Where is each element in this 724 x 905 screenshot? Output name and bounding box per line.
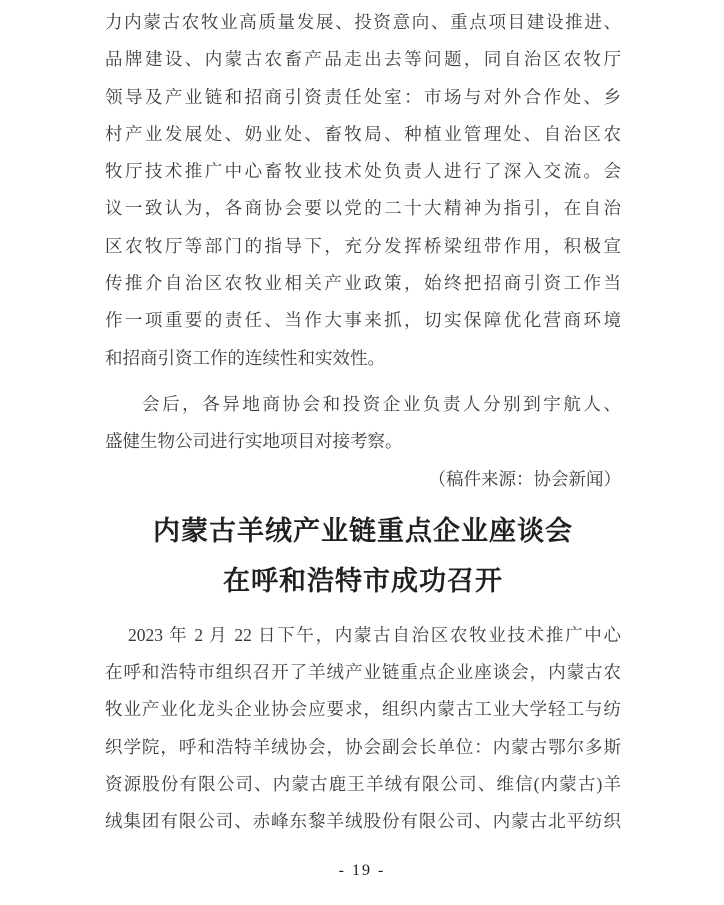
- paragraph-line: 领导及产业链和招商引资责任处室：市场与对外合作处、乡: [105, 86, 621, 107]
- paragraph-line: 传推介自治区农牧业相关产业政策，始终把招商引资工作当: [105, 273, 621, 294]
- paragraph-line: 2023 年 2 月 22 日下午，内蒙古自治区农牧业技术推广中心: [128, 624, 621, 645]
- paragraph-line: 牧业产业化龙头企业协会应要求，组织内蒙古工业大学轻工与纺: [105, 699, 621, 720]
- paragraph-line: 资源股份有限公司、内蒙古鹿王羊绒有限公司、维信(内蒙古)羊: [105, 774, 621, 795]
- paragraph-line: 作一项重要的责任、当作大事来抓，切实保障优化营商环境: [105, 310, 621, 331]
- article2-paragraph1: [105, 617, 621, 841]
- article2-title-line1: 内蒙古羊绒产业链重点企业座谈会: [153, 515, 573, 546]
- paragraph-line: 牧厅技术推广中心畜牧业技术处负责人进行了深入交流。会: [105, 161, 621, 182]
- article2-title: [105, 506, 621, 606]
- article2-title-line2: 在呼和浩特市成功召开: [223, 565, 503, 596]
- article1-source-attribution: （稿件来源：协会新闻）: [428, 468, 621, 489]
- paragraph-line: 力内蒙古农牧业高质量发展、投资意向、重点项目建设推进、: [105, 12, 621, 32]
- paragraph-line: 盛健生物公司进行实地项目对接考察。: [105, 431, 403, 452]
- paragraph-line: 村产业发展处、奶业处、畜牧局、种植业管理处、自治区农: [105, 123, 621, 144]
- article1-paragraph2: [105, 386, 621, 461]
- article1-paragraph1: [105, 4, 621, 377]
- paragraph-line: 和招商引资工作的连续性和实效性。: [105, 347, 385, 368]
- paragraph-line: 绒集团有限公司、赤峰东黎羊绒股份有限公司、内蒙古北平纺织: [105, 811, 621, 832]
- page-number: - 19 -: [338, 862, 386, 879]
- paragraph-line: 品牌建设、内蒙古农畜产品走出去等问题，同自治区农牧厅: [105, 49, 621, 70]
- paragraph-line: 在呼和浩特市组织召开了羊绒产业链重点企业座谈会，内蒙古农: [105, 662, 621, 683]
- paragraph-line: 议一致认为，各商协会要以党的二十大精神为指引，在自治: [105, 198, 621, 219]
- page-content: [105, 4, 621, 841]
- paragraph-line: 会后，各异地商协会和投资企业负责人分别到宇航人、: [142, 393, 621, 414]
- paragraph-line: 区农牧厅等部门的指导下，充分发挥桥梁纽带作用，积极宣: [105, 235, 621, 256]
- paragraph-line: 织学院，呼和浩特羊绒协会，协会副会长单位：内蒙古鄂尔多斯: [105, 736, 621, 757]
